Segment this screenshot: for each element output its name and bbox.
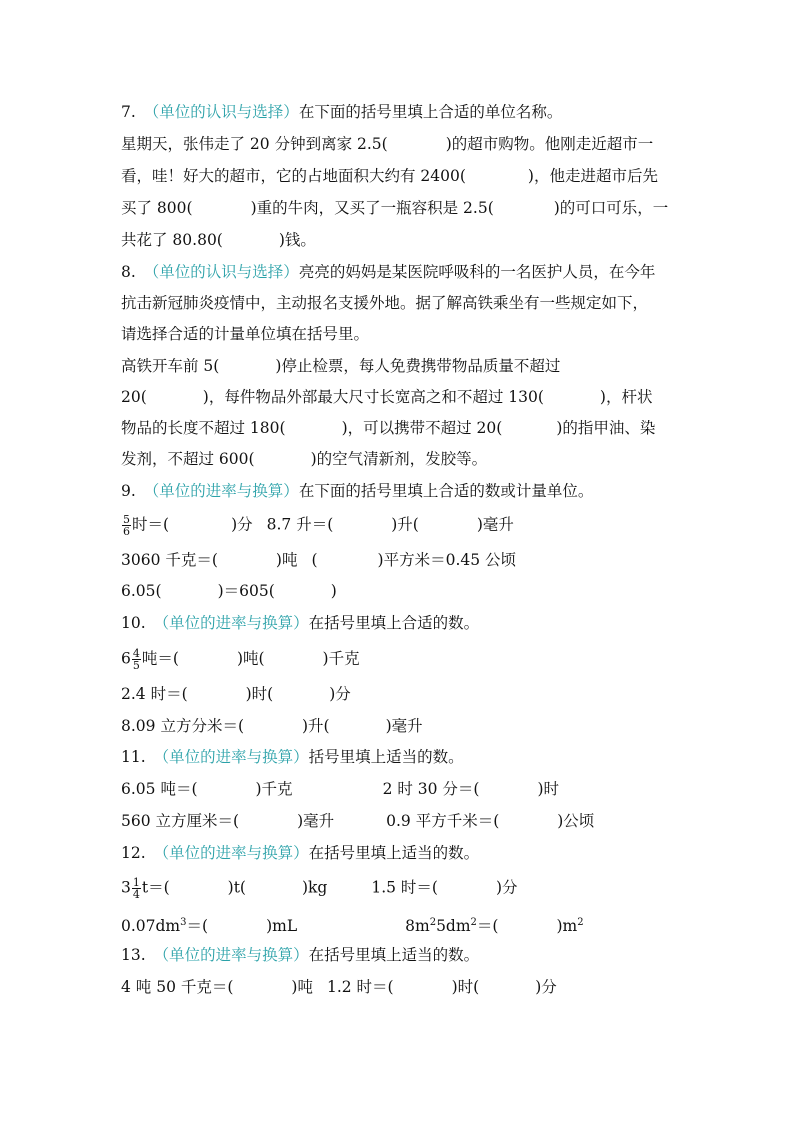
q7-line-2 bbox=[121, 166, 658, 186]
q9-text: ( bbox=[311, 551, 318, 569]
q8-text: 发剂，不超过 600( bbox=[121, 450, 255, 468]
fraction-numerator: 5 bbox=[123, 513, 130, 526]
q7-prompt: 在下面的括号里填上合适的单位名称。 bbox=[298, 103, 563, 121]
q12-topic-tag: （单位的进率与换算） bbox=[153, 844, 309, 862]
q7-line-1 bbox=[121, 134, 653, 154]
fraction-denominator: 6 bbox=[123, 525, 130, 538]
fraction bbox=[122, 514, 131, 537]
q9-text: )吨 bbox=[275, 551, 298, 569]
q9-header bbox=[121, 481, 593, 501]
q7-text: 共花了 80.80( bbox=[121, 231, 223, 249]
q13-text: 1.2 时＝( bbox=[326, 978, 394, 996]
q12-text: )m bbox=[556, 917, 578, 936]
q11-text: )公顷 bbox=[557, 812, 595, 830]
q10-text: )千克 bbox=[322, 649, 360, 668]
q8-text: )的指甲油、染 bbox=[556, 419, 656, 437]
q9-line-3 bbox=[121, 581, 337, 601]
q7-text: )钱。 bbox=[278, 231, 316, 249]
q8-line-1 bbox=[121, 356, 560, 376]
q9-topic-tag: （单位的进率与换算） bbox=[143, 482, 299, 500]
q11-line-2 bbox=[121, 811, 594, 831]
q13-text: )时( bbox=[451, 978, 480, 996]
q10-header bbox=[121, 613, 479, 633]
q11-prompt: 括号里填上适当的数。 bbox=[308, 748, 464, 766]
q8-line-4 bbox=[121, 449, 487, 469]
superscript: 2 bbox=[470, 917, 477, 928]
q8-line-3 bbox=[121, 418, 655, 438]
fraction-denominator: 5 bbox=[132, 659, 140, 672]
q9-text: ) bbox=[330, 582, 337, 600]
q13-number: 13. bbox=[121, 946, 146, 964]
q9-prompt: 在下面的括号里填上合适的数或计量单位。 bbox=[298, 482, 594, 500]
q11-text: )毫升 bbox=[297, 812, 335, 830]
q7-text: )的超市购物。他刚走近超市一 bbox=[445, 135, 654, 153]
q8-text: )停止检票，每人免费携带物品质量不超过 bbox=[275, 357, 561, 375]
mixed-number-whole: 3 bbox=[121, 878, 131, 897]
q8-prompt: 亮亮的妈妈是某医院呼吸科的一名医护人员，在今年 bbox=[298, 263, 656, 281]
q11-line-1 bbox=[121, 779, 559, 799]
q12-text: ＝( bbox=[476, 917, 499, 936]
q7-text: )，他走进超市后先 bbox=[527, 167, 658, 185]
fraction-numerator: 4 bbox=[132, 647, 140, 660]
q13-line-1 bbox=[121, 977, 557, 997]
q7-number: 7. bbox=[121, 103, 136, 121]
q9-text: 3060 千克＝( bbox=[121, 551, 218, 569]
q10-number: 10. bbox=[121, 614, 146, 632]
q10-line-2 bbox=[121, 684, 351, 704]
q9-line-1 bbox=[121, 514, 514, 537]
q12-text: 8m bbox=[405, 917, 430, 936]
q10-text: 2.4 时＝( bbox=[121, 685, 188, 703]
q10-topic-tag: （单位的进率与换算） bbox=[153, 614, 309, 632]
q10-line-1 bbox=[121, 648, 360, 671]
q8-text: 高铁开车前 5( bbox=[121, 357, 220, 375]
q10-text: 8.09 立方分米＝( bbox=[121, 717, 244, 735]
superscript: 2 bbox=[429, 917, 437, 928]
q10-line-3 bbox=[121, 716, 423, 736]
q8-text: )，每件物品外部最大尺寸长宽高之和不超过 130( bbox=[202, 388, 544, 406]
q9-text: )升( bbox=[391, 515, 419, 534]
q13-text: )分 bbox=[535, 978, 557, 996]
q9-text: 6.05( bbox=[121, 582, 162, 600]
q13-topic-tag: （单位的进率与换算） bbox=[153, 946, 309, 964]
q8-text: )，可以携带不超过 20( bbox=[341, 419, 503, 437]
q11-text: )时 bbox=[537, 780, 560, 798]
q12-text: ＝( bbox=[186, 917, 209, 936]
q9-text: )分 bbox=[231, 515, 253, 534]
superscript: 3 bbox=[180, 917, 187, 928]
q11-text: )千克 bbox=[255, 780, 293, 798]
q7-topic-tag: （单位的认识与选择） bbox=[143, 103, 299, 121]
q10-text: )时( bbox=[245, 685, 274, 703]
q8-number: 8. bbox=[121, 263, 136, 281]
q10-prompt: 在括号里填上合适的数。 bbox=[308, 614, 480, 632]
q12-prompt: 在括号里填上适当的数。 bbox=[308, 844, 480, 862]
q13-text: )吨 bbox=[291, 978, 313, 996]
q12-text: t＝( bbox=[141, 878, 170, 897]
q11-topic-tag: （单位的进率与换算） bbox=[153, 748, 309, 766]
q9-line-2 bbox=[121, 550, 516, 570]
fraction bbox=[132, 648, 141, 671]
q12-header bbox=[121, 843, 479, 863]
q11-text: 2 时 30 分＝( bbox=[382, 780, 480, 798]
q7-text: )重的牛肉，又买了一瓶容积是 2.5( bbox=[250, 199, 494, 217]
fraction-numerator: 1 bbox=[132, 876, 140, 889]
q8-header bbox=[121, 262, 655, 282]
q10-text: )吨( bbox=[236, 649, 265, 668]
q7-header bbox=[121, 102, 562, 122]
q7-text: 看，哇！好大的超市，它的占地面积大约有 2400( bbox=[121, 167, 466, 185]
q12-text: )kg bbox=[301, 878, 328, 897]
q8-text: 20( bbox=[121, 388, 147, 406]
q8-text: )，杆状 bbox=[599, 388, 653, 406]
q12-text: )t( bbox=[227, 878, 246, 897]
q10-text: )升( bbox=[302, 717, 330, 735]
q12-line-2 bbox=[121, 913, 584, 936]
q7-text: 星期天，张伟走了 20 分钟到离家 2.5( bbox=[121, 135, 388, 153]
q12-text: )mL bbox=[266, 917, 298, 936]
q11-text: 6.05 吨＝( bbox=[121, 780, 198, 798]
q8-prompt-line-3: 请选择合适的计量单位填在括号里。 bbox=[121, 325, 370, 343]
q10-text: )毫升 bbox=[385, 717, 423, 735]
q12-text: 0.07dm bbox=[121, 917, 181, 936]
q9-text: 8.7 升＝( bbox=[266, 515, 334, 534]
q7-line-4 bbox=[121, 230, 316, 250]
q9-text: 时＝( bbox=[132, 515, 170, 534]
q9-text: )毫升 bbox=[476, 515, 514, 534]
q9-text: )＝605( bbox=[217, 582, 275, 600]
q13-prompt: 在括号里填上适当的数。 bbox=[308, 946, 480, 964]
q12-number: 12. bbox=[121, 844, 146, 862]
q12-text: 1.5 时＝( bbox=[371, 878, 438, 897]
q7-line-3 bbox=[121, 198, 668, 218]
fraction bbox=[132, 877, 141, 900]
q11-number: 11. bbox=[121, 748, 146, 766]
q12-line-1 bbox=[121, 877, 518, 900]
q7-text: )的可口可乐，一 bbox=[553, 199, 669, 217]
q7-text: 买了 800( bbox=[121, 199, 193, 217]
q8-topic-tag: （单位的认识与选择） bbox=[143, 263, 299, 281]
q13-text: 4 吨 50 千克＝( bbox=[121, 978, 234, 996]
q8-text: )的空气清新剂，发胶等。 bbox=[310, 450, 488, 468]
superscript: 2 bbox=[577, 917, 584, 928]
q8-text: 物品的长度不超过 180( bbox=[121, 419, 286, 437]
q8-prompt-line-2: 抗击新冠肺炎疫情中，主动报名支援外地。据了解高铁乘坐有一些规定如下， bbox=[121, 294, 649, 312]
q10-text: 吨＝( bbox=[141, 649, 179, 668]
q9-number: 9. bbox=[121, 482, 136, 500]
q12-text: 5dm bbox=[436, 917, 471, 936]
q13-header bbox=[121, 945, 479, 965]
q10-text: )分 bbox=[329, 685, 351, 703]
q11-text: 560 立方厘米＝( bbox=[121, 812, 240, 830]
q11-header bbox=[121, 747, 464, 767]
fraction-denominator: 4 bbox=[132, 888, 140, 901]
q9-text: )平方米＝0.45 公顷 bbox=[377, 551, 517, 569]
mixed-number-whole: 6 bbox=[121, 649, 131, 668]
q12-text: )分 bbox=[495, 878, 518, 897]
q11-text: 0.9 平方千米＝( bbox=[386, 812, 500, 830]
q8-line-2 bbox=[121, 387, 652, 407]
